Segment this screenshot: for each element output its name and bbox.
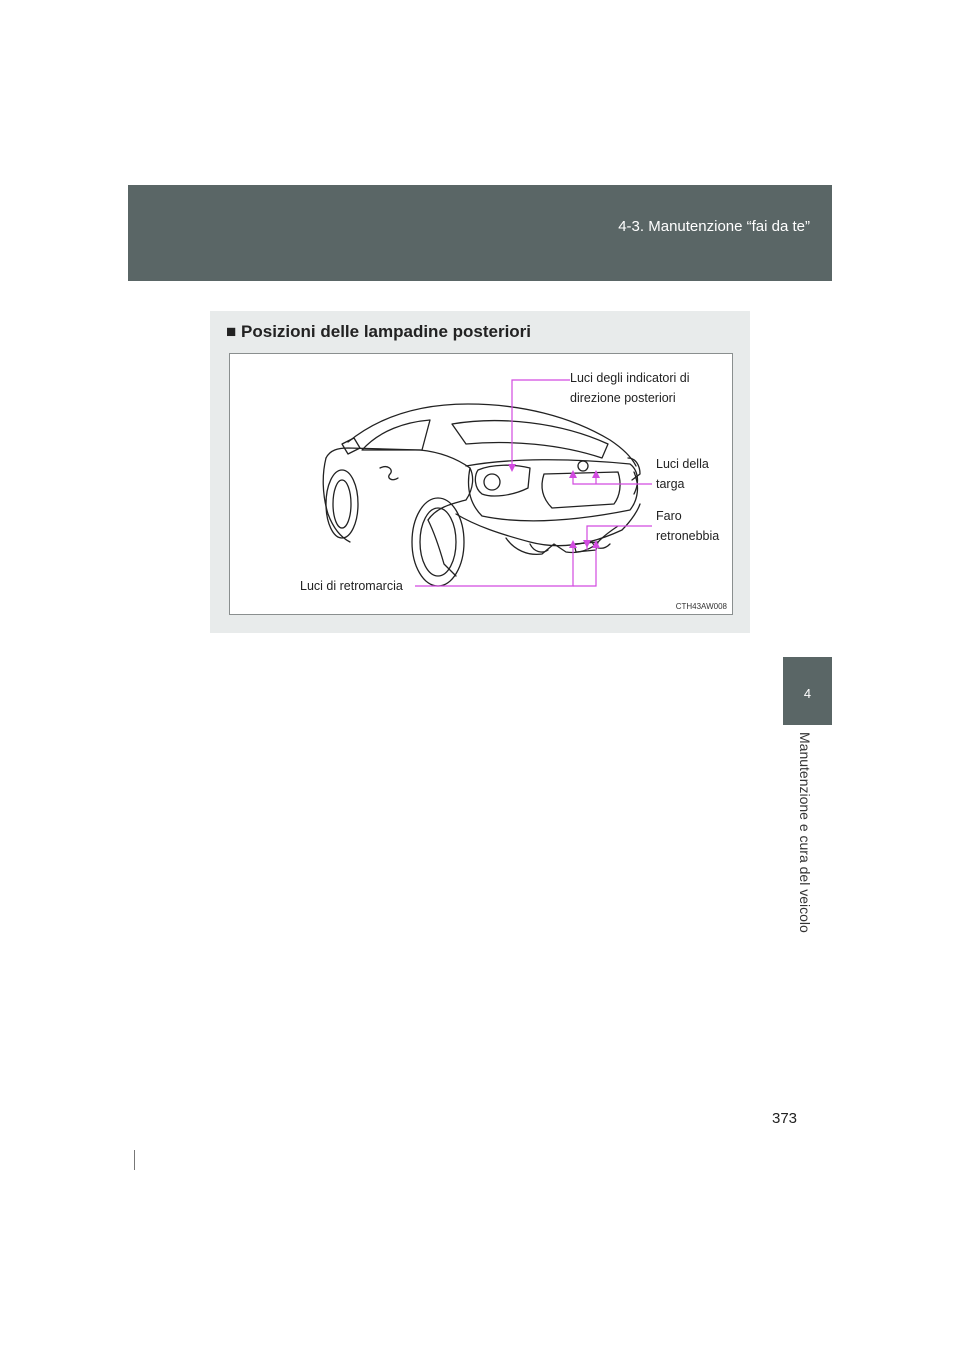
trunk-lid (466, 460, 637, 494)
rear-wheel-inner (420, 508, 456, 576)
label-license-line2: targa (656, 477, 685, 491)
figure-code: CTH43AW008 (675, 602, 727, 611)
front-wheel-inner (333, 480, 351, 528)
section-title: 4-3. Manutenzione “fai da te” (618, 218, 810, 235)
rear-emblem (578, 461, 588, 471)
label-license-line1: Luci della (656, 457, 709, 471)
panel-title (226, 322, 531, 342)
label-fog-light (656, 506, 719, 546)
license-recess (542, 472, 620, 508)
leader-turn-signal (512, 380, 570, 470)
panel-title-text: Posizioni delle lampadine posteriori (241, 322, 532, 341)
chapter-tab[interactable] (783, 657, 832, 725)
label-fog-line1: Faro (656, 509, 682, 523)
label-reverse-lights: Luci di retromarcia (300, 579, 403, 593)
rear-quarter (428, 520, 456, 576)
rear-bumper (456, 504, 640, 546)
arrow-license-1 (569, 470, 577, 478)
rear-car-illustration (229, 353, 733, 615)
chapter-caption: Manutenzione e cura del veicolo (797, 732, 813, 933)
label-turn-signal-line2: direzione posteriori (570, 391, 676, 405)
label-turn-signal (570, 368, 690, 408)
header-band (128, 185, 832, 281)
rear-bulb-panel (210, 311, 750, 633)
label-turn-signal-line1: Luci degli indicatori di (570, 371, 690, 385)
label-license-plate (656, 454, 709, 494)
margin-tick (134, 1150, 135, 1170)
car-side-window (362, 420, 430, 450)
car-body-side (326, 448, 473, 520)
taillight-ring (484, 474, 500, 490)
fuel-door (380, 467, 398, 480)
leader-reverse-2 (573, 542, 596, 586)
chapter-number: 4 (803, 686, 812, 701)
arrow-fog (583, 540, 591, 548)
square-bullet-icon: ■ (226, 322, 237, 341)
car-roof-outline (348, 404, 636, 466)
page-number: 373 (772, 1110, 798, 1127)
arrow-license-2 (592, 470, 600, 478)
arrow-turn-signal (508, 464, 516, 472)
label-fog-line2: retronebbia (656, 529, 720, 543)
rear-face (469, 468, 638, 521)
